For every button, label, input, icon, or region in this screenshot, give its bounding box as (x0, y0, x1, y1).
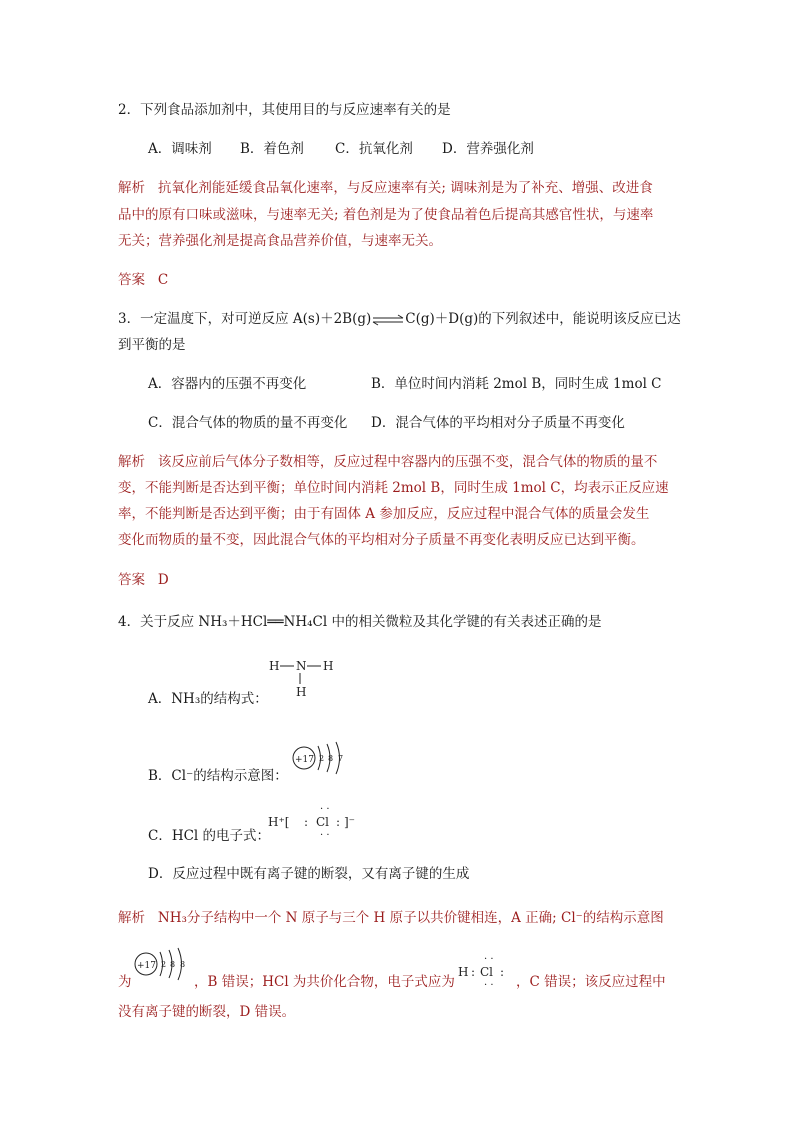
cl-correct-shell-2: 8 (170, 960, 176, 969)
q3-option-c: C．混合气体的物质的量不再变化 (148, 415, 348, 431)
q2-analysis-line-3: 无关；营养强化剂是提高食品营养价值，与速率无关。 (118, 233, 442, 249)
q4-analysis-label: 解析 (118, 910, 145, 926)
q2-option-a: A．调味剂 (148, 141, 212, 157)
q4-analysis-line-3: 没有离子键的断裂，D 错误。 (118, 1004, 296, 1020)
hcl-cov-h: H (458, 965, 469, 979)
q4-option-d: D．反应过程中既有离子键的断裂，又有离子键的生成 (148, 866, 470, 882)
cl-ion-nucleus: +17 (295, 755, 314, 765)
q4-analysis-line-2-post: ，C 错误；该反应过程中 (516, 974, 666, 990)
q4-analysis-pre: 为 (118, 974, 132, 990)
cl-correct-nucleus: +17 (137, 961, 156, 971)
nh3-structure-formula (266, 656, 336, 700)
q3-stem-line-1 (118, 309, 681, 329)
q3-stem-tail: C(g)＋D(g)的下列叙述中，能说明该反应已达 (405, 311, 681, 327)
q3-answer-label: 答案 (118, 572, 145, 588)
q4-analysis-text-1: NH₃分子结构中一个 N 原子与三个 H 原子以共价键相连，A 正确; Cl⁻的结构示意图 (157, 910, 664, 926)
hcl-ionic-right: ]⁻ (344, 815, 356, 829)
hcl-ionic-center: Cl (316, 815, 330, 829)
svg-text:· ·: · · (320, 804, 330, 815)
q3-analysis-label: 解析 (118, 454, 145, 470)
q4-option-a: A．NH₃的结构式： (148, 691, 268, 707)
svg-text:· ·: · · (484, 954, 494, 965)
q3-analysis-text-1: 该反应前后气体分子数相等，反应过程中容器内的压强不变，混合气体的物质的量不 (157, 454, 658, 470)
svg-text:· ·: · · (484, 980, 494, 991)
cl-correct-shell-1: 2 (161, 960, 167, 969)
nh3-h-bottom: H (296, 685, 307, 699)
q4-option-b: B．Cl⁻的结构示意图： (148, 768, 288, 784)
q3-option-d: D．混合气体的平均相对分子质量不再变化 (371, 415, 625, 431)
q3-analysis-line-1 (118, 452, 657, 472)
q2-analysis-label: 解析 (118, 180, 145, 196)
q3-option-a: A．容器内的压强不再变化 (148, 376, 307, 392)
svg-text::: : (304, 815, 309, 829)
hcl-ionic-left: H⁺[ (268, 815, 290, 829)
q2-analysis-line-1 (118, 178, 653, 198)
hcl-cov-cl: Cl (480, 965, 494, 979)
q4-stem: 4．关于反应 NH₃＋HCl══NH₄Cl 中的相关微粒及其化学键的有关表述正确的是 (118, 614, 602, 630)
cl-ion-structure-diagram (290, 740, 360, 780)
svg-text::: : (500, 965, 505, 979)
nh3-n: N (296, 659, 307, 673)
q3-stem-line-2: 到平衡的是 (118, 337, 186, 353)
q3-option-b: B．单位时间内消耗 2mol B，同时生成 1mol C (371, 376, 662, 392)
q2-answer-value: C (157, 272, 169, 288)
q2-option-c: C．抗氧化剂 (335, 141, 413, 157)
cl-correct-shell-3: 8 (180, 960, 186, 969)
q3-stem-head: 3．一定温度下，对可逆反应 A(s)＋2B(g) (118, 311, 372, 327)
q2-analysis-text-1: 抗氧化剂能延缓食品氧化速率，与反应速率有关; 调味剂是为了补充、增强、改进食 (157, 180, 653, 196)
q2-stem: 2．下列食品添加剂中，其使用目的与反应速率有关的是 (118, 102, 451, 118)
cl-ion-shell-2: 8 (328, 754, 334, 763)
hcl-electron-formula-ionic (266, 802, 366, 842)
svg-text:· ·: · · (320, 830, 330, 841)
q3-answer-value: D (157, 572, 169, 588)
svg-text::: : (471, 965, 476, 979)
q4-analysis-line-1 (118, 908, 664, 928)
q3-analysis-line-3: 率，不能判断是否达到平衡；由于有固体 A 参加反应，反应过程中混合气体的质量会发生 (118, 506, 650, 522)
q4-analysis-line-2-mid: ，B 错误；HCl 为共价化合物，电子式应为 (194, 974, 455, 990)
nh3-h-left: H (269, 659, 280, 673)
nh3-h-right: H (323, 659, 334, 673)
cl-ion-shell-1: 2 (319, 754, 325, 763)
q2-answer (118, 270, 168, 290)
cl-ion-correct-diagram (132, 944, 202, 984)
q2-analysis-line-2: 品中的原有口味或滋味，与速率无关; 着色剂是为了使食品着色后提高其感官性状，与速率 (118, 207, 654, 223)
q2-option-b: B．着色剂 (240, 141, 304, 157)
q2-answer-label: 答案 (118, 272, 145, 288)
q4-option-c: C．HCl 的电子式： (148, 828, 271, 844)
svg-text::: : (336, 815, 341, 829)
cl-ion-shell-3: 7 (338, 754, 344, 763)
q3-answer (118, 570, 169, 590)
q4-analysis-line-2 (118, 972, 132, 992)
hcl-electron-formula-covalent (456, 952, 516, 992)
q3-analysis-line-4: 变化而物质的量不变，因此混合气体的平均相对分子质量不再变化表明反应已达到平衡。 (118, 532, 645, 548)
reversible-arrow-icon (371, 314, 405, 326)
q2-option-d: D．营养强化剂 (442, 141, 534, 157)
q3-analysis-line-2: 变，不能判断是否达到平衡；单位时间内消耗 2mol B，同时生成 1mol C，均表示正反应速 (118, 480, 669, 496)
